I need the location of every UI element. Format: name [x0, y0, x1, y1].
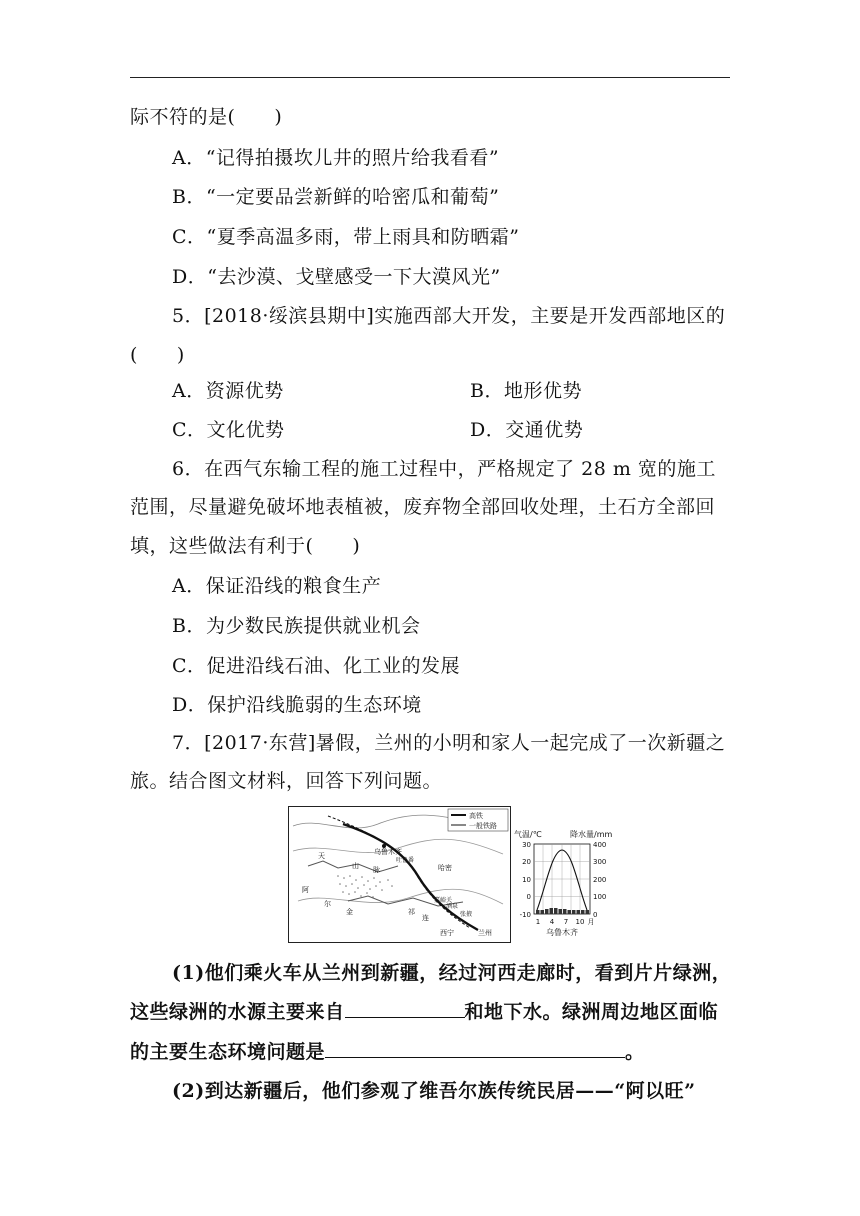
q7-stem-line2: 旅。结合图文材料，回答下列问题。 — [130, 770, 443, 792]
q6-option-a: A．保证沿线的粮食生产 — [172, 575, 382, 597]
chart-right-axis-title: 降水量/mm — [570, 830, 613, 839]
chart-left-ticks — [520, 841, 531, 919]
left-tick: -10 — [519, 911, 531, 919]
x-tick: 1 — [535, 918, 541, 926]
x-tick: 10 — [575, 918, 585, 926]
q7-figure-svg — [288, 806, 628, 944]
q6-option-c: C．促进沿线石油、化工业的发展 — [172, 655, 461, 677]
q5-answer-paren: ( ) — [130, 344, 185, 366]
q4-stem-tail: 际不符的是( ) — [130, 106, 283, 128]
q7-p1-text-b: 和地下水。绿洲周边地区面临 — [464, 1001, 719, 1023]
q4-option-a: A．“记得拍摄坎儿井的照片给我看看” — [172, 147, 500, 169]
header-rule — [130, 77, 730, 78]
right-tick: 200 — [593, 876, 607, 884]
q6-stem-line1: 6．在西气东输工程的施工过程中，严格规定了 28 m 宽的施工 — [172, 458, 716, 480]
answer-blank-water-source[interactable] — [345, 999, 465, 1018]
q7-p1-text-c: 的主要生态环境问题是 — [130, 1041, 326, 1063]
label-qi: 祁 — [408, 908, 415, 916]
right-tick: 0 — [593, 911, 598, 919]
left-tick: 0 — [526, 893, 531, 901]
label-mai: 脉 — [373, 866, 380, 874]
q4-option-b: B．“一定要品尝新鲜的哈密瓜和葡萄” — [172, 186, 500, 208]
q7-p2-line1: (2)到达新疆后，他们参观了维吾尔族传统民居——“阿以旺” — [172, 1080, 696, 1102]
q4-option-d: D．“去沙漠、戈壁感受一下大漠风光” — [172, 266, 501, 288]
right-tick: 300 — [593, 858, 607, 866]
label-jiayuguan: 嘉峪关 — [434, 897, 453, 904]
q7-figure — [288, 806, 628, 944]
label-lanzhou: 兰州 — [478, 929, 492, 937]
legend-hsr-label: 高铁 — [469, 812, 483, 820]
label-a: 阿 — [302, 886, 309, 894]
q7-stem-line1: 7．[2017·东营]暑假，兰州的小明和家人一起完成了一次新疆之 — [172, 732, 726, 754]
answer-blank-eco-problem[interactable] — [325, 1039, 625, 1058]
left-tick: 30 — [522, 841, 531, 849]
right-tick: 400 — [593, 841, 607, 849]
label-turpan: 吐鲁番 — [396, 857, 415, 864]
label-xining: 西宁 — [440, 929, 454, 937]
q5-stem: 5．[2018·绥滨县期中]实施西部大开发，主要是开发西部地区的 — [172, 305, 726, 327]
q5-option-c: C．文化优势 — [172, 419, 285, 441]
q7-p1-text-d: 。 — [625, 1041, 645, 1063]
q7-p1-text-a: 这些绿洲的水源主要来自 — [130, 1001, 345, 1023]
label-urumqi: 乌鲁木齐 — [374, 848, 402, 856]
legend-rail-label: 一般铁路 — [469, 822, 497, 830]
chart-caption: 乌鲁木齐 — [546, 928, 578, 937]
left-tick: 20 — [522, 858, 531, 866]
right-tick: 100 — [593, 893, 607, 901]
label-shan: 山 — [352, 862, 359, 870]
label-jin: 金 — [346, 908, 353, 916]
chart-x-ticks — [536, 918, 595, 926]
q4-option-c: C．“夏季高温多雨，带上雨具和防晒霜” — [172, 226, 520, 248]
q7-p1-line3 — [130, 1039, 645, 1065]
q6-stem-line3: 填，这些做法有利于( ) — [130, 535, 361, 557]
q6-option-b: B．为少数民族提供就业机会 — [172, 615, 421, 637]
q5-option-a: A．资源优势 — [172, 380, 284, 402]
label-zhangye: 张掖 — [460, 911, 473, 918]
label-tian: 天 — [318, 852, 325, 860]
q7-p1-line1: (1)他们乘火车从兰州到新疆，经过河西走廊时，看到片片绿洲， — [172, 962, 732, 984]
q6-option-d: D．保护沿线脆弱的生态环境 — [172, 694, 422, 716]
x-tick: 7 — [563, 918, 569, 926]
chart-right-ticks — [593, 841, 606, 919]
q5-option-b: B．地形优势 — [470, 380, 582, 402]
left-tick: 10 — [522, 876, 531, 884]
x-tick: 4 — [549, 918, 555, 926]
label-hami: 哈密 — [438, 864, 452, 872]
q6-stem-line2: 范围，尽量避免破坏地表植被，废弃物全部回收处理，土石方全部回 — [130, 496, 716, 518]
label-er: 尔 — [324, 900, 331, 908]
label-lian: 连 — [422, 914, 429, 922]
q5-option-d: D．交通优势 — [470, 419, 584, 441]
climate-chart — [514, 829, 612, 937]
x-unit: 月 — [587, 918, 595, 926]
label-jiuquan: 酒泉 — [446, 903, 459, 910]
chart-left-axis-title: 气温/℃ — [514, 830, 542, 839]
q7-p1-line2 — [130, 999, 718, 1025]
